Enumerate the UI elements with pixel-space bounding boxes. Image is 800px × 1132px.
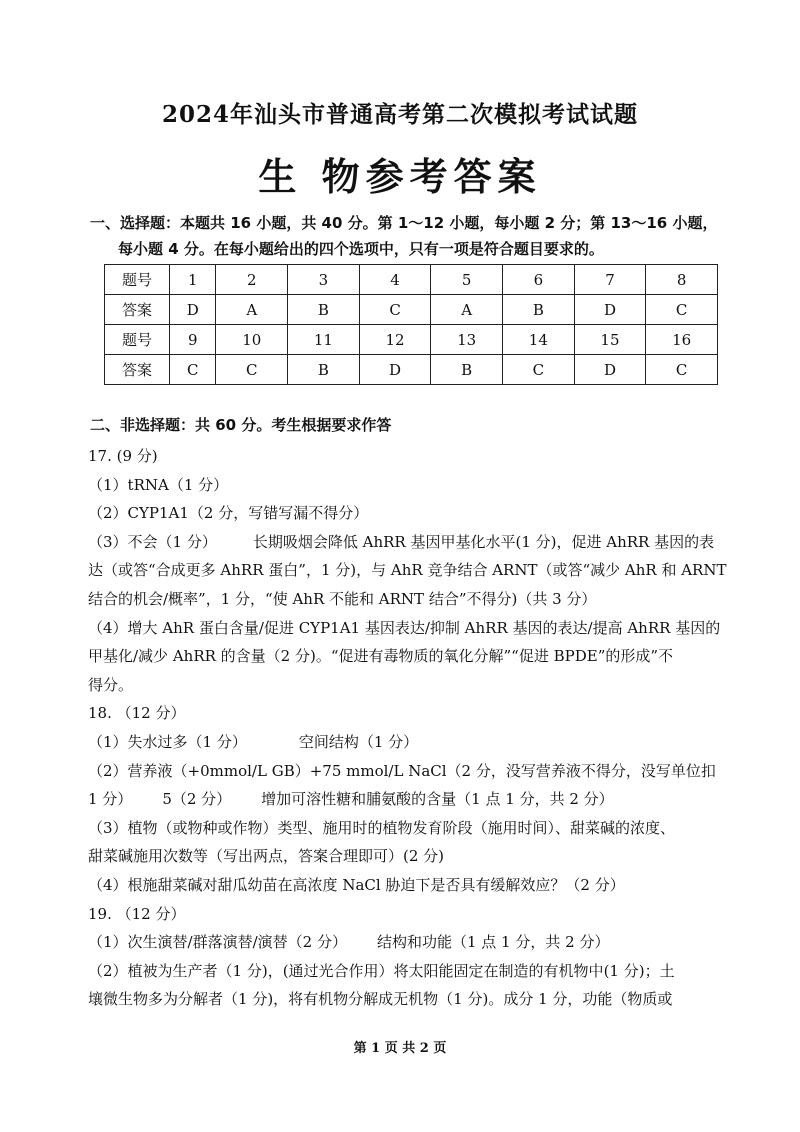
page-number: 第 1 页 共 2 页 bbox=[353, 1041, 447, 1056]
answer-table-cell: 1 bbox=[170, 265, 216, 295]
answer-table-cell: B bbox=[503, 295, 575, 325]
q19-heading: 19. （12 分） bbox=[88, 904, 186, 923]
q18-answer-1-part1: （1）失水过多（1 分） bbox=[88, 732, 247, 751]
q17-answer-4: （4）增大 AhR 蛋白含量/促进 CYP1A1 基因表达/抑制 AhRR 基因的表达/提高 AhRR 基因的 bbox=[88, 618, 721, 637]
q18-answer-4: （4）根施甜菜碱对甜瓜幼苗在高浓度 NaCl 胁迫下是否具有缓解效应？（2 分） bbox=[88, 875, 625, 894]
q18-answer-2: （2）营养液（+0mmol/L GB）+75 mmol/L NaCl（2 分，没写营养液不得分，没写单位扣 bbox=[88, 761, 716, 780]
answer-table-row-label: 答案 bbox=[105, 355, 170, 385]
answer-table-cell: 8 bbox=[646, 265, 718, 295]
answer-table-cell: 11 bbox=[288, 325, 360, 355]
answer-table-cell: B bbox=[431, 355, 503, 385]
answer-table-cell: 5 bbox=[431, 265, 503, 295]
answer-table-cell: 6 bbox=[503, 265, 575, 295]
answer-table-cell: 14 bbox=[503, 325, 575, 355]
section2-heading: 二、非选择题：共 60 分。考生根据要求作答 bbox=[90, 416, 392, 434]
q18-answer-3: （3）植物（或物种或作物）类型、施用时的植物发育阶段（施用时间）、甜菜碱的浓度、 bbox=[88, 818, 676, 837]
q17-answer-3 bbox=[88, 528, 718, 557]
answer-table-cell: C bbox=[216, 355, 288, 385]
section1-line1: 一、选择题：本题共 16 小题，共 40 分。第 1～12 小题，每小题 2 分；第 13～16 小题， bbox=[90, 214, 718, 232]
q17-answer-4-cont1: 甲基化/减少 AhRR 的含量（2 分)。“促进有毒物质的氧化分解”“促进 BPDE”的形成”不 bbox=[88, 647, 674, 666]
answer-table-cell: 9 bbox=[170, 325, 216, 355]
answer-table-row-label: 题号 bbox=[105, 265, 170, 295]
q18-answer-2-cont bbox=[88, 785, 718, 814]
answer-table-cell: D bbox=[574, 355, 646, 385]
answer-table-cell: C bbox=[503, 355, 575, 385]
answer-table-cell: A bbox=[216, 295, 288, 325]
answer-table bbox=[104, 264, 718, 385]
section1-line2: 每小题 4 分。在每小题给出的四个选项中，只有一项是符合题目要求的。 bbox=[118, 240, 604, 258]
answer-table-row bbox=[105, 295, 718, 325]
answer-table-cell: D bbox=[170, 295, 216, 325]
answer-table-cell: D bbox=[574, 295, 646, 325]
answer-table-cell: 3 bbox=[288, 265, 360, 295]
q17-answer-3-part1: （3）不会（1 分） bbox=[88, 532, 217, 551]
q17-heading: 17. (9 分) bbox=[88, 447, 158, 465]
q18-answer-1-part2: 空间结构（1 分） bbox=[298, 732, 419, 751]
answer-table-cell: C bbox=[359, 295, 431, 325]
answer-table-row-label: 题号 bbox=[105, 325, 170, 355]
q19-answer-2-cont: 壤微生物多为分解者（1 分)，将有机物分解成无机物（1 分)。成分 1 分，功能（物质或 bbox=[88, 990, 673, 1009]
exam-title: 2024年汕头市普通高考第二次模拟考试试题 bbox=[161, 101, 638, 128]
q18-answer-2-part2: 1 分） bbox=[88, 790, 133, 809]
answer-key-title: 生 物参考答案 bbox=[258, 154, 542, 199]
answer-table-cell: 15 bbox=[574, 325, 646, 355]
answer-table-cell: 7 bbox=[574, 265, 646, 295]
section1-instructions bbox=[90, 210, 730, 262]
answer-table-cell: D bbox=[359, 355, 431, 385]
answer-table-cell: 2 bbox=[216, 265, 288, 295]
answer-table-cell: C bbox=[646, 295, 718, 325]
q19-answer-1-part1: （1）次生演替/群落演替/演替（2 分） bbox=[88, 933, 347, 952]
q17-answer-3-part2: 长期吸烟会降低 AhRR 基因甲基化水平(1 分)，促进 AhRR 基因的表 bbox=[252, 532, 715, 551]
q19-answer-1-part2: 结构和功能（1 点 1 分，共 2 分） bbox=[376, 933, 610, 952]
answer-table-cell: C bbox=[170, 355, 216, 385]
q19-answer-1 bbox=[88, 928, 718, 957]
q18-answer-2-part4: 增加可溶性糖和脯氨酸的含量（1 点 1 分，共 2 分） bbox=[261, 790, 614, 809]
q18-heading: 18. （12 分） bbox=[88, 704, 186, 723]
answer-table-cell: 12 bbox=[359, 325, 431, 355]
answer-table-cell: 4 bbox=[359, 265, 431, 295]
answer-table-row bbox=[105, 325, 718, 355]
answers-body bbox=[88, 442, 727, 1014]
answer-table-cell: 16 bbox=[646, 325, 718, 355]
answer-table-cell: B bbox=[288, 355, 360, 385]
answer-table-row bbox=[105, 265, 718, 295]
answer-table-cell: 13 bbox=[431, 325, 503, 355]
answer-table-row bbox=[105, 355, 718, 385]
q17-answer-3-cont2: 结合的机会/概率”，1 分，“使 AhR 不能和 ARNT 结合”不得分)（共 3 分） bbox=[88, 589, 597, 608]
answer-table-cell: 10 bbox=[216, 325, 288, 355]
answer-table-cell: C bbox=[646, 355, 718, 385]
q18-answer-3-cont: 甜菜碱施用次数等（写出两点，答案合理即可）(2 分) bbox=[88, 847, 445, 866]
q18-answer-2-part3: 5（2 分） bbox=[162, 790, 232, 809]
q19-answer-2: （2）植被为生产者（1 分)，(通过光合作用）将太阳能固定在制造的有机物中(1 分)；土 bbox=[88, 961, 675, 980]
q17-answer-1: （1）tRNA（1 分） bbox=[88, 475, 229, 494]
answer-table-row-label: 答案 bbox=[105, 295, 170, 325]
answer-table-cell: A bbox=[431, 295, 503, 325]
q17-answer-4-cont2: 得分。 bbox=[88, 675, 134, 694]
q17-answer-3-cont1: 达（或答“合成更多 AhRR 蛋白”，1 分)，与 AhR 竞争结合 ARNT（或答“减少 AhR 和 ARNT bbox=[88, 561, 727, 580]
q18-answer-1 bbox=[88, 728, 718, 757]
answer-table-cell: B bbox=[288, 295, 360, 325]
q17-answer-2: （2）CYP1A1（2 分，写错写漏不得分） bbox=[88, 504, 369, 523]
